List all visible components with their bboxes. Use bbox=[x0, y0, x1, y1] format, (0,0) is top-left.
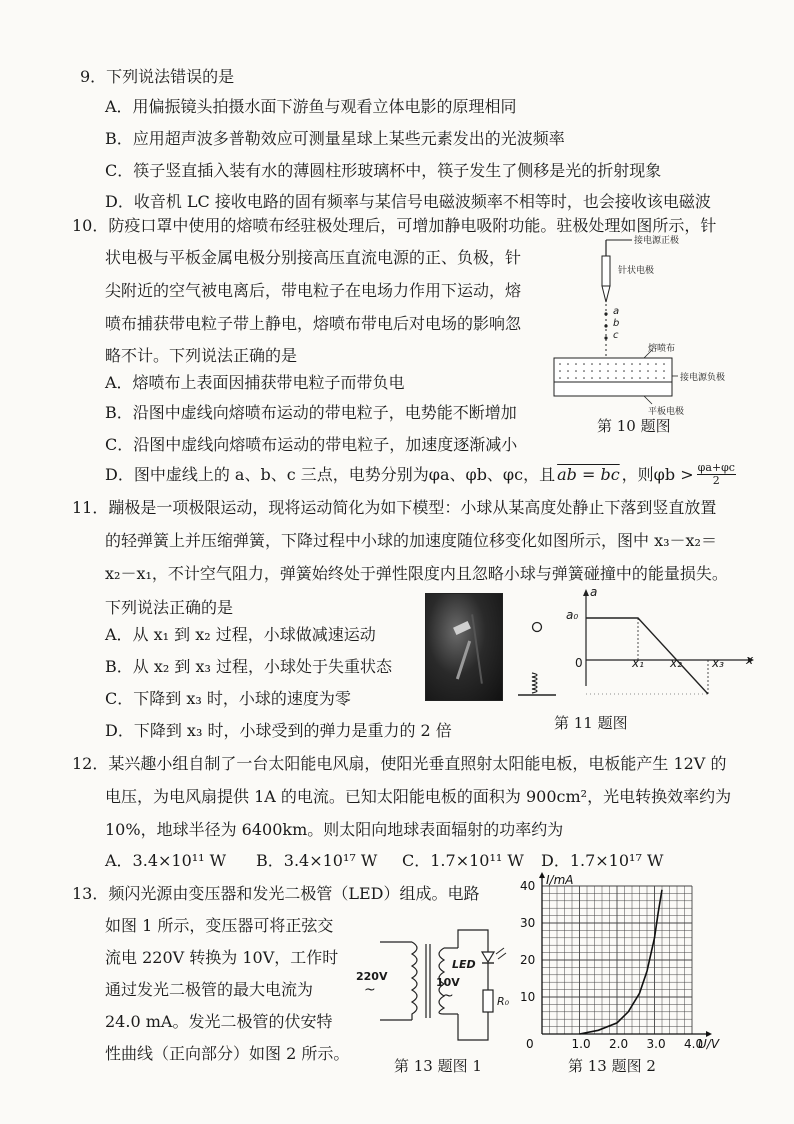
q11-option-a: A．从 x₁ 到 x₂ 过程，小球做减速运动 bbox=[105, 625, 376, 644]
q11-x2-label: x₂ bbox=[670, 656, 682, 670]
led-light-arrow-2 bbox=[498, 953, 506, 959]
q12-option-b: B．3.4×10¹⁷ W bbox=[256, 851, 378, 870]
q10-line2: 状电极与平板金属电极分别接高压直流电源的正、负极，针 bbox=[105, 248, 522, 267]
fraction-numerator: φa+φc bbox=[697, 461, 735, 474]
spring bbox=[532, 673, 537, 693]
q11-axis-a-label: a bbox=[590, 585, 598, 599]
label-point-a: a bbox=[613, 306, 620, 317]
q13-line1: 13．频闪光源由变压器和发光二极管（LED）组成。电路 bbox=[72, 884, 480, 903]
label-positive-terminal: 接电源正极 bbox=[634, 236, 680, 246]
q11-line2: 的轻弹簧上并压缩弹簧，下降过程中小球的加速度随位移变化如图所示，图中 x₃－x₂＝ bbox=[105, 531, 717, 550]
q12-option-a: A．3.4×10¹¹ W bbox=[105, 851, 227, 870]
point-b bbox=[604, 324, 607, 327]
q10-option-d bbox=[105, 462, 736, 487]
q9-option-c: C．筷子竖直插入装有水的薄圆柱形玻璃杯中，筷子发生了侧移是光的折射现象 bbox=[105, 161, 662, 180]
ball-spring-diagram bbox=[512, 615, 562, 705]
q11-origin-label: 0 bbox=[575, 656, 583, 670]
label-needle-electrode: 针状电极 bbox=[618, 266, 655, 276]
y-tick-label: 30 bbox=[520, 916, 536, 930]
q9-option-d: D．收音机 LC 接收电路的固有频率与某信号电磁波频率不相等时，也会接收该电磁波 bbox=[105, 192, 711, 211]
q11-option-c: C．下降到 x₃ 时，小球的速度为零 bbox=[105, 689, 351, 708]
loop-bottom bbox=[458, 1014, 488, 1040]
q12-option-c: C．1.7×10¹¹ W bbox=[402, 851, 524, 870]
flat-plate-electrode bbox=[554, 382, 672, 396]
q11-line1: 11．蹦极是一项极限运动，现将运动简化为如下模型：小球从某高度处静止下落到竖直放置 bbox=[72, 498, 717, 517]
q13-fig1-caption: 第 13 题图 1 bbox=[394, 1057, 482, 1075]
q9-option-b: B．应用超声波多普勒效应可测量星球上某些元素发出的光波频率 bbox=[105, 129, 565, 148]
q10-option-d-then: ，则φb > bbox=[621, 464, 694, 484]
acceleration-curve bbox=[586, 618, 708, 694]
label-10v: 10V bbox=[436, 976, 460, 989]
q12-line2: 电压，为电风扇提供 1A 的电流。已知太阳能电板的面积为 900cm²，光电转换效率约为 bbox=[105, 787, 732, 806]
q13-line2: 如图 1 所示，变压器可将正弦交 bbox=[105, 916, 334, 935]
label-meltblown-cloth: 熔喷布 bbox=[648, 344, 676, 354]
q9-stem: 9．下列说法错误的是 bbox=[80, 67, 235, 86]
meltblown-cloth bbox=[554, 358, 672, 382]
q10-line5: 略不计。下列说法正确的是 bbox=[105, 346, 298, 365]
label-negative-terminal: 接电源负极 bbox=[680, 373, 726, 383]
q10-caption: 第 10 题图 bbox=[597, 417, 671, 435]
led-light-arrow-1 bbox=[496, 948, 504, 954]
y-axis-arrow bbox=[583, 589, 589, 596]
ball bbox=[533, 623, 542, 632]
q13-line6: 性曲线（正向部分）如图 2 所示。 bbox=[105, 1044, 350, 1063]
q12-line3: 10%，地球半径为 6400km。则太阳向地球表面辐射的功率约为 bbox=[105, 820, 564, 839]
primary-coil bbox=[412, 942, 417, 1020]
q11-acceleration-graph bbox=[568, 586, 758, 696]
q10-option-b: B．沿图中虚线向熔喷布运动的带电粒子，电势能不断增加 bbox=[105, 403, 517, 422]
q13-circuit-diagram bbox=[352, 922, 517, 1047]
q11-x3-label: x₃ bbox=[712, 656, 724, 670]
point-c bbox=[604, 336, 607, 339]
y-tick-label: 10 bbox=[520, 990, 536, 1004]
label-point-b: b bbox=[613, 318, 620, 329]
q10-option-d-text: D．图中虚线上的 a、b、c 三点，电势分别为φa、φb、φc，且 bbox=[105, 464, 556, 484]
fraction-denominator: 2 bbox=[712, 474, 720, 487]
label-plate-electrode: 平板电极 bbox=[648, 407, 685, 417]
x-tick-label: 4.0 bbox=[684, 1037, 704, 1051]
loop-top bbox=[458, 930, 488, 952]
label-220v: 220V bbox=[356, 970, 388, 983]
q10-option-d-fraction bbox=[697, 462, 736, 487]
q13-iv-chart bbox=[508, 870, 738, 1052]
needle-holder bbox=[602, 256, 610, 286]
label-220v-ac: ~ bbox=[364, 982, 376, 998]
q10-option-c: C．沿图中虚线向熔喷布运动的带电粒子，加速度逐渐减小 bbox=[105, 435, 518, 454]
bungee-jump-photo bbox=[425, 593, 503, 701]
q13-line3: 流电 220V 转换为 10V，工作时 bbox=[105, 948, 339, 967]
q12-option-d: D．1.7×10¹⁷ W bbox=[541, 851, 664, 870]
iv-curve bbox=[580, 890, 663, 1034]
q11-option-b: B．从 x₂ 到 x₃ 过程，小球处于失重状态 bbox=[105, 657, 392, 676]
x-tick-label: 2.0 bbox=[609, 1037, 629, 1051]
q13-line4: 通过发光二极管的最大电流为 bbox=[105, 980, 314, 999]
q11-x1-label: x₁ bbox=[632, 656, 644, 670]
led-symbol bbox=[482, 952, 494, 962]
q10-option-a: A．熔喷布上表面因捕获带电粒子而带负电 bbox=[105, 373, 405, 392]
y-tick-label: 40 bbox=[520, 879, 536, 893]
y-axis-label: I/mA bbox=[546, 873, 574, 887]
y-axis-arrow bbox=[539, 872, 545, 878]
q12-line1: 12．某兴趣小组自制了一台太阳能电风扇，使阳光垂直照射太阳能电板，电板能产生 12V 的 bbox=[72, 754, 727, 773]
x-tick-label: 0 bbox=[526, 1037, 534, 1051]
q11-a0-label: a₀ bbox=[566, 608, 579, 622]
label-r0: R₀ bbox=[497, 995, 510, 1008]
q13-fig2-caption: 第 13 题图 2 bbox=[568, 1057, 656, 1075]
label-point-c: c bbox=[613, 330, 619, 341]
x-tick-label: 1.0 bbox=[571, 1037, 591, 1051]
label-led: LED bbox=[452, 958, 476, 971]
plate-leader bbox=[644, 396, 652, 404]
q11-line4: 下列说法正确的是 bbox=[105, 598, 234, 617]
q11-option-d: D．下降到 x₃ 时，小球受到的弹力是重力的 2 倍 bbox=[105, 721, 452, 740]
q10-line1: 10．防疫口罩中使用的熔喷布经驻极处理后，可增加静电吸附功能。驻极处理如图所示，针 bbox=[72, 216, 717, 235]
needle-electrode bbox=[602, 286, 610, 302]
q11-axis-x-label: x bbox=[746, 653, 754, 667]
q11-line3: x₂－x₁，不计空气阻力，弹簧始终处于弹性限度内且忽略小球与弹簧碰撞中的能量损失。 bbox=[105, 564, 728, 583]
q13-line5: 24.0 mA。发光二极管的伏安特 bbox=[105, 1012, 333, 1031]
label-10v-ac: ~ bbox=[442, 988, 454, 1004]
q10-line3: 尖附近的空气被电离后，带电粒子在电场力作用下运动，熔 bbox=[105, 281, 522, 300]
q11-caption: 第 11 题图 bbox=[554, 714, 628, 732]
resistor-r0 bbox=[483, 990, 493, 1012]
y-tick-label: 20 bbox=[520, 953, 536, 967]
x-axis-label: U/V bbox=[698, 1037, 720, 1051]
point-a bbox=[604, 312, 607, 315]
q10-line4: 喷布捕获带电粒子带上静电，熔喷布带电后对电场的影响忽 bbox=[105, 314, 522, 333]
q10-option-d-segments: ab = bc bbox=[557, 464, 620, 484]
x-tick-label: 3.0 bbox=[646, 1037, 666, 1051]
q9-option-a: A．用偏振镜头拍摄水面下游鱼与观看立体电影的原理相同 bbox=[105, 97, 517, 116]
